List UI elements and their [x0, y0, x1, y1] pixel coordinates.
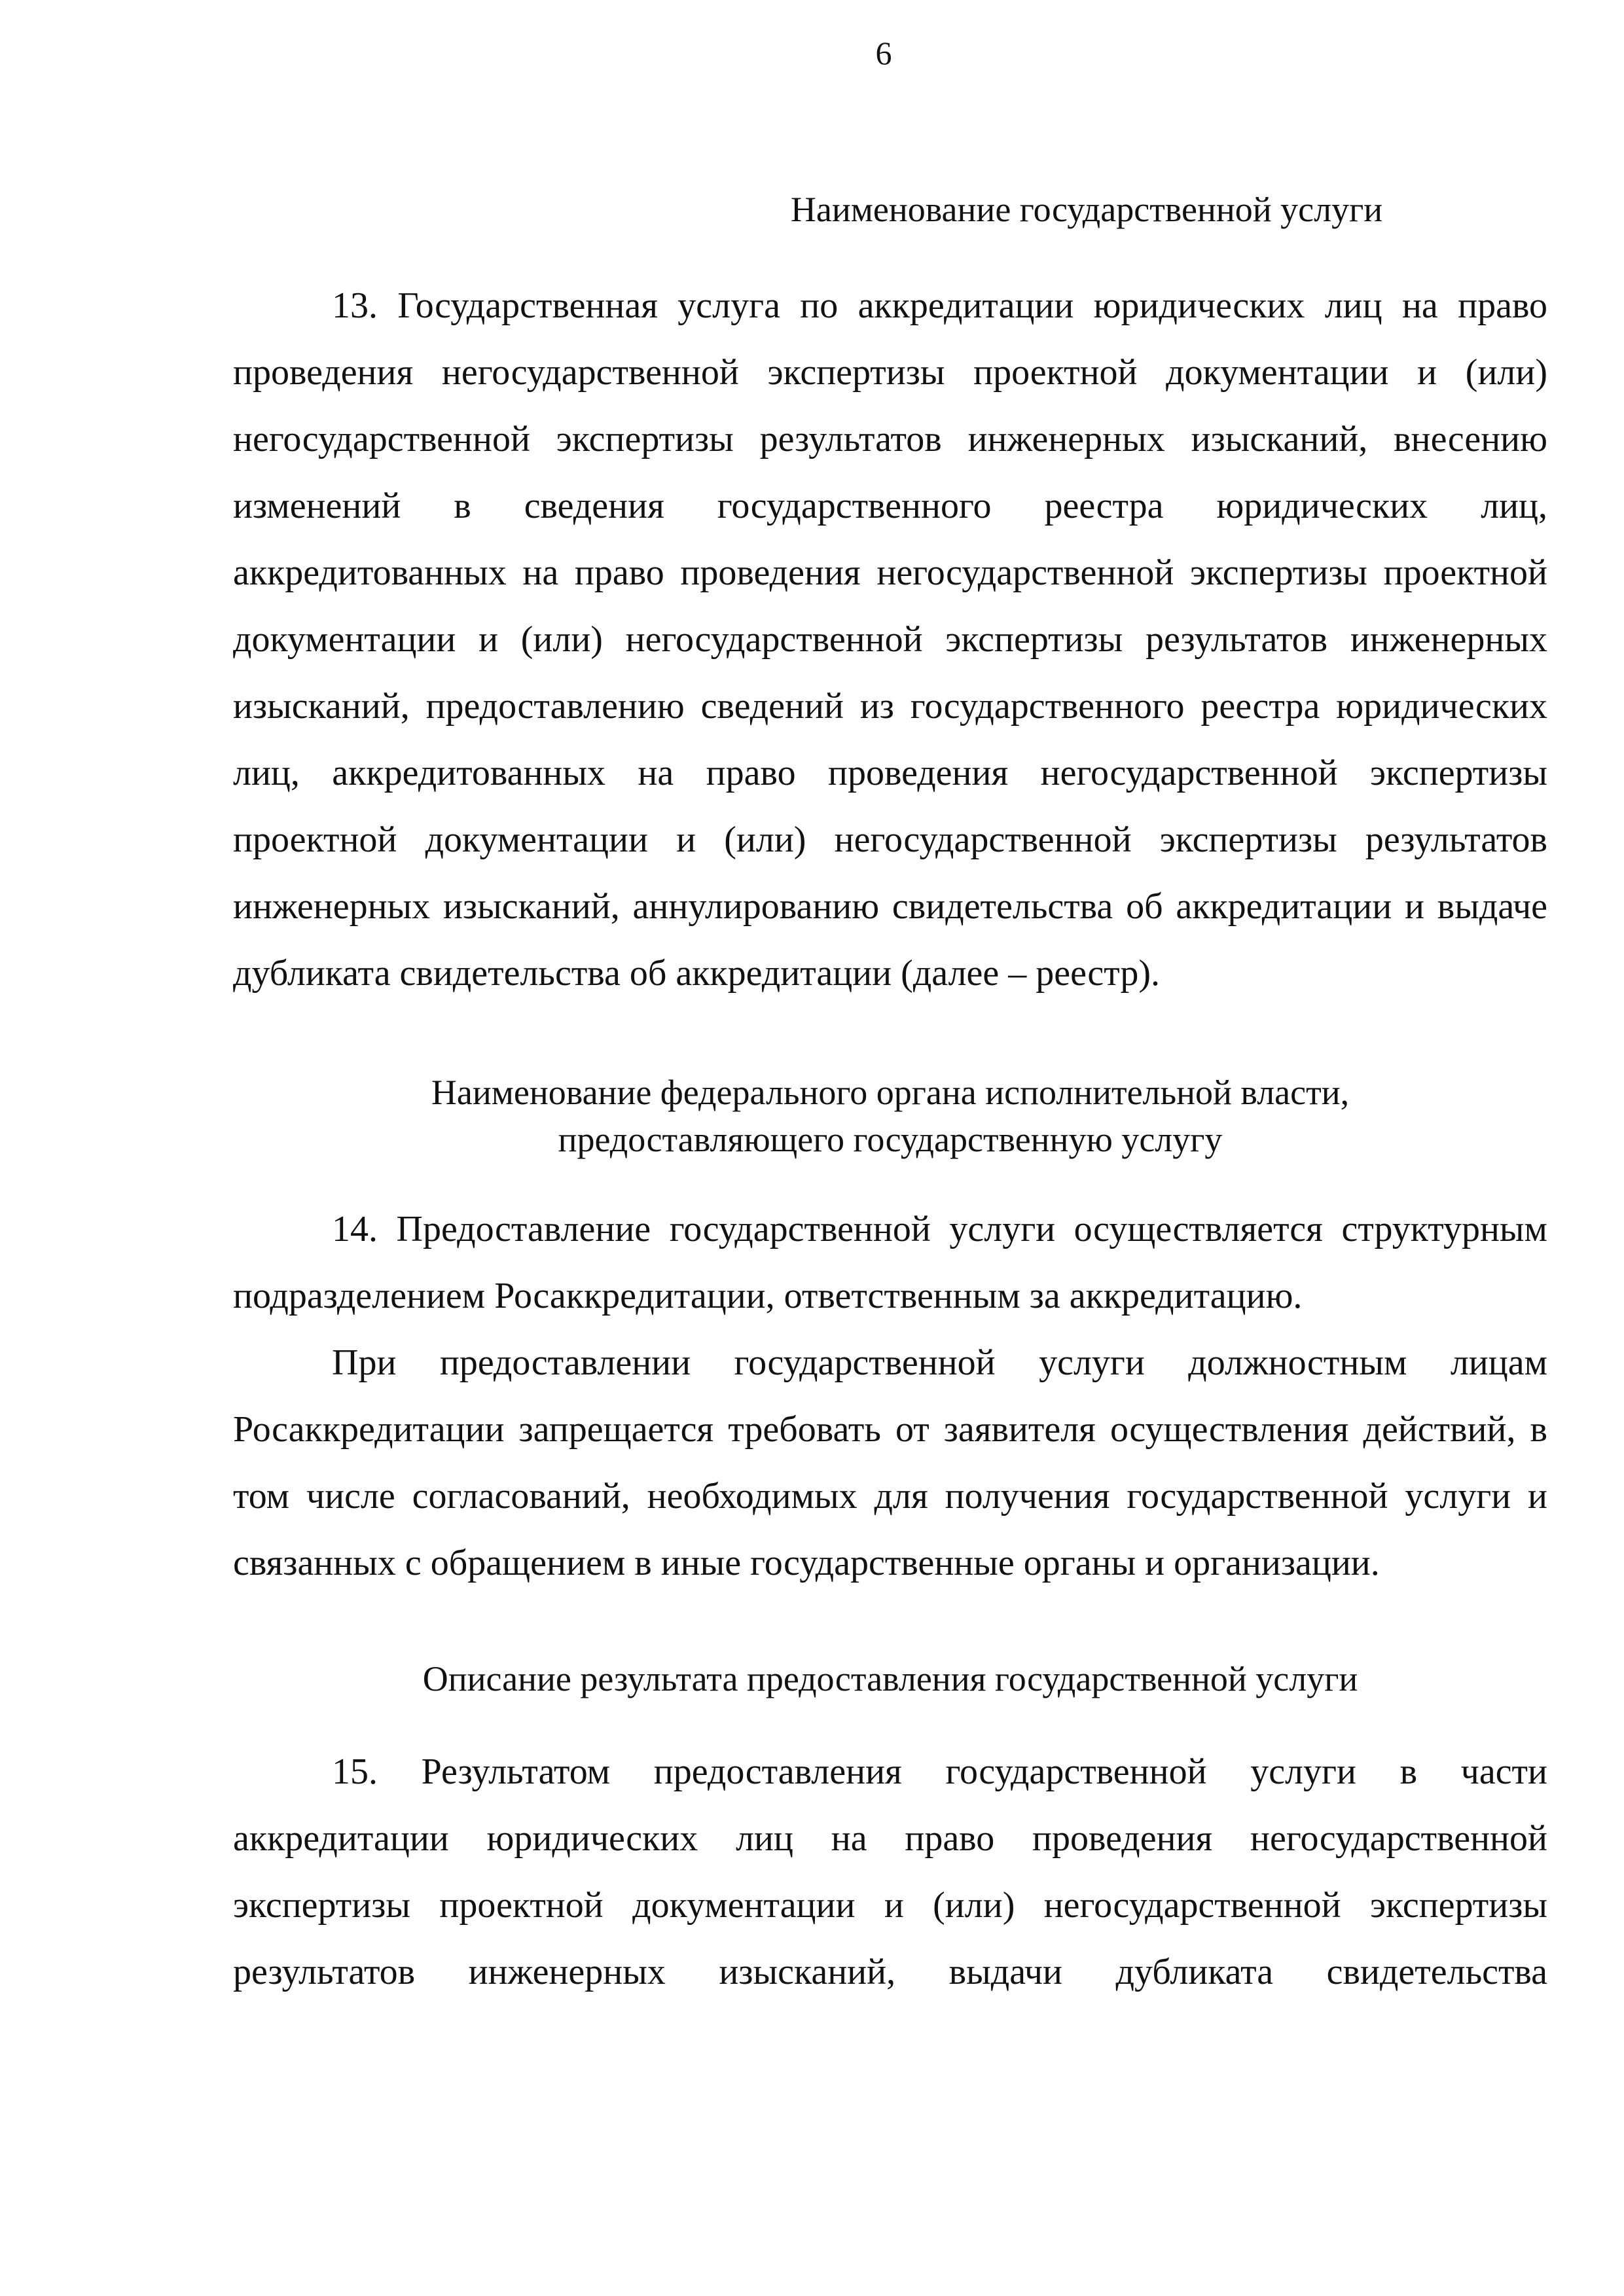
- section-heading-federal-body: [233, 1069, 1547, 1163]
- paragraph-13: 13. Государственная услуга по аккредитации юридических лиц на право проведения негосударственной экспертизы проектной документации и (или) негосударственной экспертизы результатов инженерных изысканий, внесению изменений в сведения государственного реестра юридических лиц, аккредитованных на право проведения негосударственной экспертизы проектной документации и (или) негосударственной экспертизы результатов инженерных изысканий, предоставлению сведений из государственного реестра юридических лиц, аккредитованных на право проведения негосударственной экспертизы проектной документации и (или) негосударственной экспертизы результатов инженерных изысканий, аннулированию свидетельства об аккредитации и выдаче дубликата свидетельства об аккредитации (далее – реестр).: [233, 285, 1547, 994]
- paragraph-15: 15. Результатом предоставления государственной услуги в части аккредитации юридических лиц на право проведения негосударственной экспертизы проектной документации и (или) негосударственной экспертизы результатов инженерных изысканий, выдачи дубликата свидетельства: [233, 1751, 1547, 1992]
- paragraph-14: 14. Предоставление государственной услуги осуществляется структурным подразделением Росаккредитации, ответственным за аккредитацию.: [233, 1209, 1547, 1316]
- section-heading-result: Описание результата предоставления государственной услуги: [422, 1659, 1358, 1698]
- section-heading-federal-body-line2: предоставляющего государственную услугу: [558, 1120, 1223, 1159]
- page-number: 6: [875, 35, 892, 71]
- document-body: [233, 171, 1547, 2005]
- paragraph-14-continued: При предоставлении государственной услуги должностным лицам Росаккредитации запрещается требовать от заявителя осуществления действий, в том числе согласований, необходимых для получения государственной услуги и связанных с обращением в иные государственные органы и организации.: [233, 1342, 1547, 1583]
- section-heading-service-name: Наименование государственной услуги: [790, 190, 1383, 229]
- section-heading-federal-body-line1: Наименование федерального органа исполнительной власти,: [431, 1073, 1350, 1112]
